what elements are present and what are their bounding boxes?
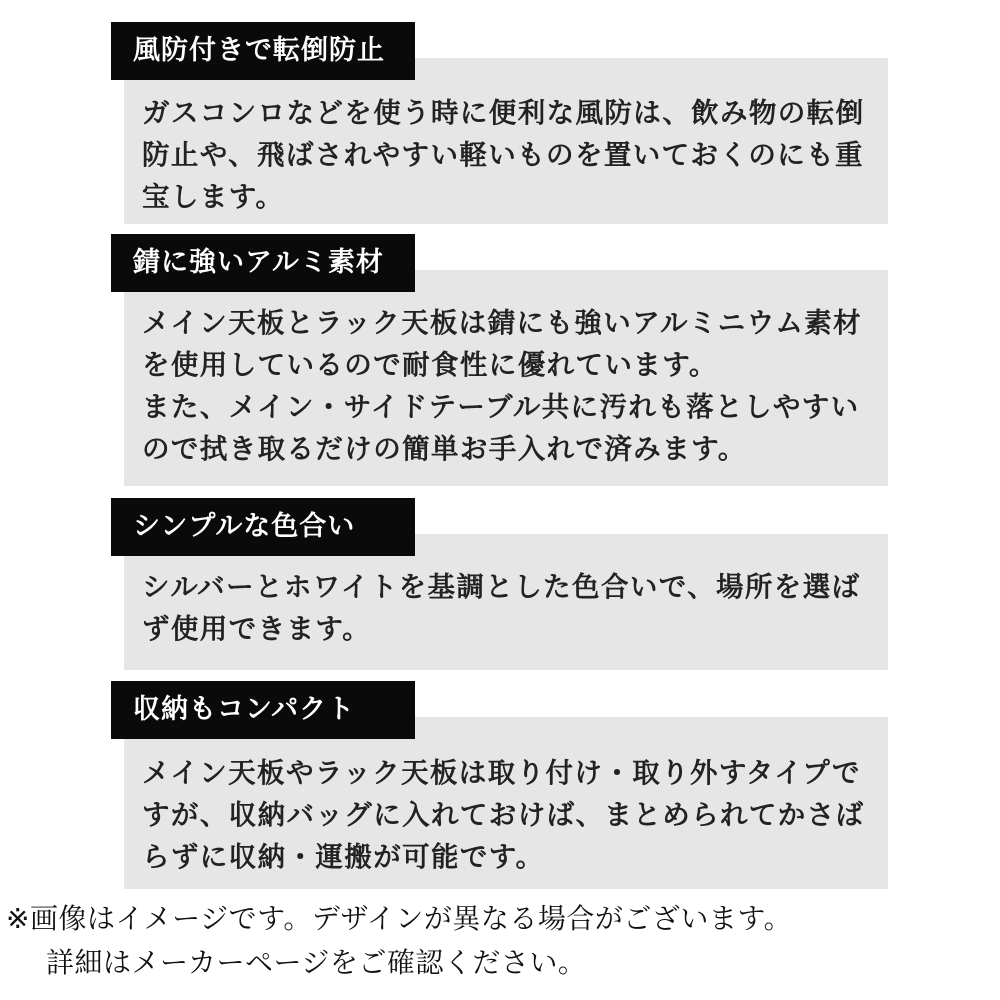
disclaimer-note (0, 897, 1000, 985)
section-4-heading: 収納もコンパクト (111, 681, 415, 739)
section-2-line-2: を使用しているので耐食性に優れています。 (142, 349, 718, 381)
section-3-line-1: シルバーとホワイトを基調とした色合いで、場所を選ば (142, 571, 861, 603)
section-2-body (142, 302, 882, 470)
section-1-line-1: ガスコンロなどを使う時に便利な風防は、飲み物の転倒 (142, 97, 865, 129)
section-1-line-3: 宝します。 (142, 181, 285, 213)
section-3-heading: シンプルな色合い (111, 498, 415, 556)
section-4-line-3: らずに収納・運搬が可能です。 (142, 841, 545, 873)
section-3-line-2: ず使用できます。 (142, 613, 371, 645)
section-4-line-2: すが、収納バッグに入れておけば、まとめられてかさば (142, 799, 865, 831)
disclaimer-line-1: ※画像はイメージです。デザインが異なる場合がございます。 (6, 902, 793, 935)
section-1-heading: 風防付きで転倒防止 (111, 22, 415, 80)
section-2-heading: 錆に強いアルミ素材 (111, 234, 415, 292)
section-4-line-1: メイン天板やラック天板は取り付け・取り外すタイプで (142, 757, 861, 789)
section-2-line-4: ので拭き取るだけの簡単お手入れで済みます。 (142, 433, 747, 465)
section-3-body (142, 566, 882, 650)
section-2-line-1: メイン天板とラック天板は錆にも強いアルミニウム素材 (142, 307, 863, 339)
disclaimer-line-2: 詳細はメーカーページをご確認ください。 (46, 946, 587, 979)
section-1-line-2: 防止や、飛ばされやすい軽いものを置いておくのにも重 (142, 139, 864, 171)
section-4-body (142, 752, 882, 878)
section-2-line-3: また、メイン・サイドテーブル共に汚れも落としやすい (142, 391, 860, 423)
section-1-body (142, 92, 882, 218)
